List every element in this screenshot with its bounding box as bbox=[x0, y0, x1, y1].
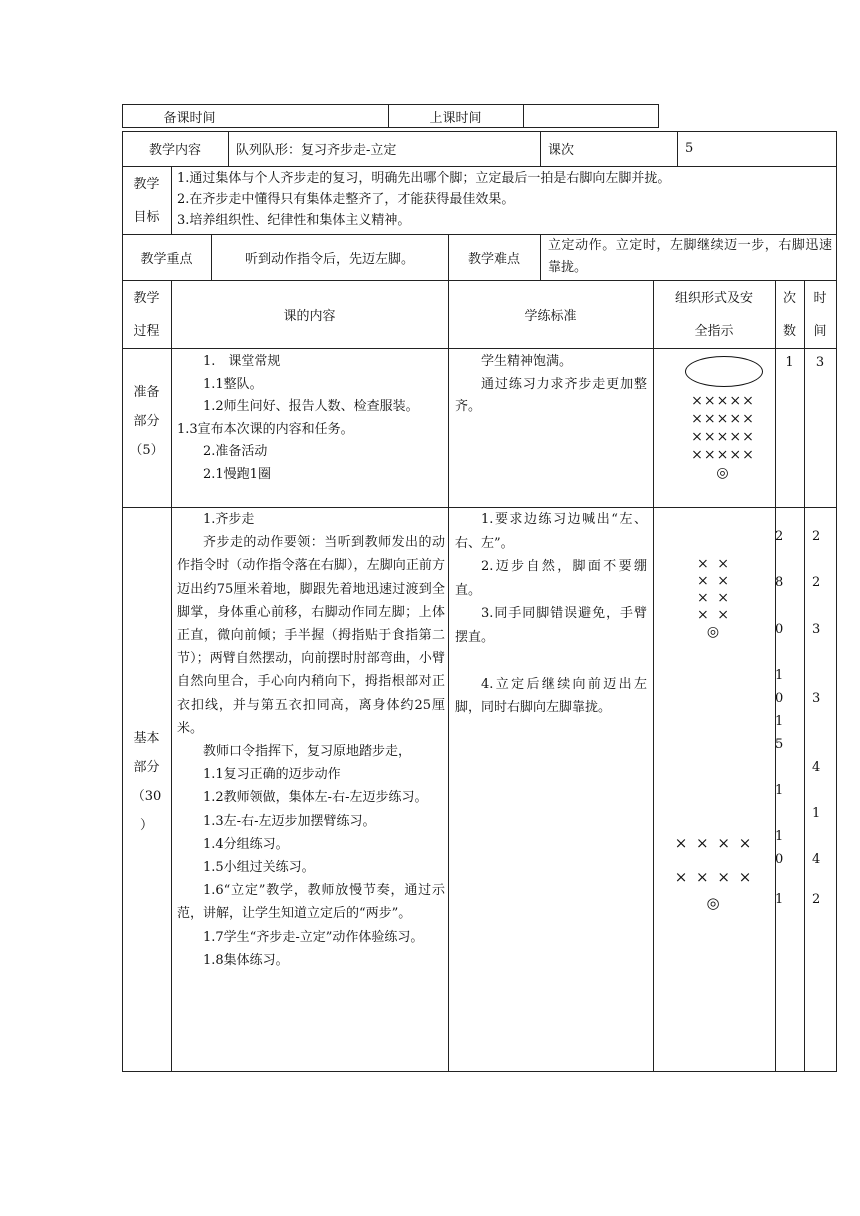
prep-standard-line: 通过练习力求齐步走更加整齐。 bbox=[455, 376, 647, 414]
times-digit: 1 bbox=[775, 668, 784, 683]
lesson-no-value: 5 bbox=[685, 141, 694, 156]
content-label: 教学内容 bbox=[148, 143, 201, 158]
times-digit: 1 bbox=[775, 783, 784, 798]
content-header: 课的内容 bbox=[283, 308, 336, 324]
formation-row: × × × × bbox=[674, 868, 754, 886]
basic-content-line: 1.5小组过关练习。 bbox=[203, 860, 315, 876]
times-digit: 1 bbox=[775, 714, 784, 729]
prep-content-line: 2.准备活动 bbox=[203, 444, 268, 459]
formation-row: × × bbox=[697, 590, 731, 606]
formation-row: ××××× bbox=[691, 393, 755, 409]
goal-item: 1.通过集体与个人齐步走的复习，明确先出哪个脚；立定最后一拍是右脚向左脚并拢。 bbox=[177, 171, 671, 186]
prep-standard-line: 学生精神饱满。 bbox=[481, 354, 573, 369]
basic-content-line: 1.4分组练习。 bbox=[203, 836, 289, 852]
times-digit: 1 bbox=[775, 829, 784, 844]
class-time-value bbox=[523, 104, 658, 128]
basic-content-line: 1.1复习正确的迈步动作 bbox=[203, 767, 341, 783]
formation-row: ××××× bbox=[691, 429, 755, 445]
key-point-label: 教学重点 bbox=[140, 251, 193, 267]
basic-label-line4: ） bbox=[139, 818, 153, 833]
prep-formation bbox=[653, 350, 775, 505]
duration-digit: 4 bbox=[812, 760, 821, 775]
prep-content-line: 1.2师生问好、报告人数、检查服装。 bbox=[203, 399, 419, 414]
formation-row: × × bbox=[697, 573, 731, 589]
prep-times: 1 bbox=[785, 355, 794, 370]
times-header-line1: 次 bbox=[782, 291, 796, 306]
basic-content-line: 齐步走的动作要领：当听到教师发出的动作指令时（动作指令落在右脚），左脚向正前方迈出约75厘米着地，脚跟先着地迅速过渡到全脚掌，身体重心前移，右脚动作同左脚；上体正直，微向前倾；手半握（拇指贴于食指第二节）；两臂自然摆动，向前摆时肘部弯曲，小臂自然向里合，手心向内稍向下，拇指根部对正衣扣线，并与第五衣扣同高，离身体约25厘米。 bbox=[177, 535, 445, 736]
times-digit: 0 bbox=[775, 691, 784, 706]
times-digit: 0 bbox=[775, 852, 784, 867]
prep-time-label: 备课时间 bbox=[163, 110, 216, 126]
basic-label-line3: （30 bbox=[131, 789, 162, 804]
times-digit: 2 bbox=[775, 529, 784, 544]
goals-label-line2: 目标 bbox=[133, 210, 160, 225]
basic-content-line: 1.7学生“齐步走-立定”动作体验练习。 bbox=[203, 929, 424, 945]
formation-row: ××××× bbox=[691, 447, 755, 463]
teacher-position-marker: ◎ bbox=[706, 894, 722, 912]
times-digit: 5 bbox=[775, 737, 784, 752]
times-header bbox=[775, 282, 804, 348]
organization-header bbox=[653, 282, 775, 348]
organization-header-line2: 全指示 bbox=[694, 324, 734, 339]
duration-digit: 3 bbox=[812, 691, 821, 706]
difficulty-text: 立定动作。立定时，左脚继续迈一步，右脚迅速靠拢。 bbox=[548, 238, 832, 275]
duration-digit: 2 bbox=[812, 575, 821, 590]
formation-row: × × × × bbox=[674, 834, 754, 852]
basic-content-line: 1.6“立定”教学，教师放慢节奏，通过示范，讲解，让学生知道立定后的“两步”。 bbox=[177, 883, 445, 922]
duration-header bbox=[804, 282, 836, 348]
lesson-no-label: 课次 bbox=[548, 143, 575, 158]
basic-content-line: 1.8集体练习。 bbox=[203, 952, 289, 968]
teacher-position-marker: ◎ bbox=[706, 624, 722, 640]
basic-content-line: 1.齐步走 bbox=[203, 512, 255, 527]
duration-digit: 3 bbox=[812, 622, 821, 637]
basic-standard bbox=[455, 508, 647, 808]
basic-content bbox=[177, 508, 445, 1070]
goal-item: 3.培养组织性、纪律性和集体主义精神。 bbox=[177, 213, 411, 228]
row-formation-grid bbox=[653, 826, 775, 912]
prep-section-label bbox=[122, 378, 171, 478]
goals-label bbox=[122, 168, 171, 234]
basic-standard-line: 1.要求边练习边喊出“左、右、左”。 bbox=[455, 512, 647, 551]
basic-standard-line: 2.迈步自然，脚面不要绷直。 bbox=[455, 559, 647, 598]
duration-digit: 1 bbox=[812, 806, 821, 821]
prep-content-line: 2.1慢跑1圈 bbox=[203, 466, 271, 482]
basic-standard-line: 4.立定后继续向前迈出左脚，同时右脚向左脚靠拢。 bbox=[455, 676, 647, 715]
duration-header-line2: 间 bbox=[813, 324, 827, 339]
duration-digit: 4 bbox=[812, 852, 821, 867]
times-digit: 1 bbox=[775, 892, 784, 907]
content-value: 队列队形：复习齐步走-立定 bbox=[236, 143, 397, 158]
key-point-value: 听到动作指令后，先迈左脚。 bbox=[244, 251, 414, 267]
duration-header-line1: 时 bbox=[813, 291, 827, 306]
prep-label-line2: 部分 bbox=[133, 414, 160, 429]
prep-label-line3: （5） bbox=[129, 443, 164, 458]
basic-content-line: 1.2教师领做，集体左-右-左迈步练习。 bbox=[203, 790, 428, 806]
prep-content-line: 1. 课堂常规 bbox=[203, 354, 281, 369]
running-track-ellipse bbox=[685, 356, 763, 387]
prep-time-value bbox=[257, 104, 388, 128]
difficulty-value bbox=[548, 235, 832, 280]
standard-header: 学练标准 bbox=[524, 308, 577, 324]
duration-digit: 2 bbox=[812, 529, 821, 544]
process-header-line1: 教学 bbox=[133, 291, 160, 306]
basic-standard-line: 3.同手同脚错误避免，手臂摆直。 bbox=[455, 606, 647, 645]
formation-row: × × bbox=[697, 607, 731, 623]
basic-label-line1: 基本 bbox=[133, 731, 160, 746]
organization-header-line1: 组织形式及安 bbox=[674, 291, 753, 306]
difficulty-label: 教学难点 bbox=[467, 251, 520, 267]
basic-label-line2: 部分 bbox=[133, 760, 160, 775]
basic-content-line: 教师口令指挥下，复习原地踏步走， bbox=[203, 744, 412, 760]
basic-formation-column bbox=[653, 556, 775, 656]
process-header-line2: 过程 bbox=[133, 324, 160, 339]
formation-row: ××××× bbox=[691, 411, 755, 427]
goals-list bbox=[177, 168, 832, 234]
times-digit: 0 bbox=[775, 622, 784, 637]
goals-label-line1: 教学 bbox=[133, 177, 160, 192]
class-time-label: 上课时间 bbox=[429, 110, 482, 126]
basic-section-label bbox=[122, 724, 171, 854]
prep-duration: 3 bbox=[815, 355, 825, 370]
prep-content bbox=[177, 351, 445, 506]
prep-label-line1: 准备 bbox=[133, 385, 160, 400]
formation-row: × × bbox=[697, 556, 731, 572]
times-digit: 8 bbox=[775, 575, 784, 590]
teacher-position-marker: ◎ bbox=[716, 465, 730, 481]
prep-content-line: 1.3宣布本次课的内容和任务。 bbox=[177, 421, 354, 437]
goal-item: 2.在齐步走中懂得只有集体走整齐了，才能获得最佳效果。 bbox=[177, 192, 515, 207]
column-formation-grid bbox=[653, 556, 775, 641]
process-header bbox=[122, 282, 171, 348]
prep-standard bbox=[455, 351, 647, 506]
basic-formation-rows bbox=[653, 826, 775, 912]
prep-formation-grid bbox=[653, 392, 793, 482]
duration-digit: 2 bbox=[812, 892, 821, 907]
prep-content-line: 1.1整队。 bbox=[203, 376, 263, 392]
basic-content-line: 1.3左-右-左迈步加摆臂练习。 bbox=[203, 813, 376, 829]
times-header-line2: 数 bbox=[782, 324, 796, 339]
